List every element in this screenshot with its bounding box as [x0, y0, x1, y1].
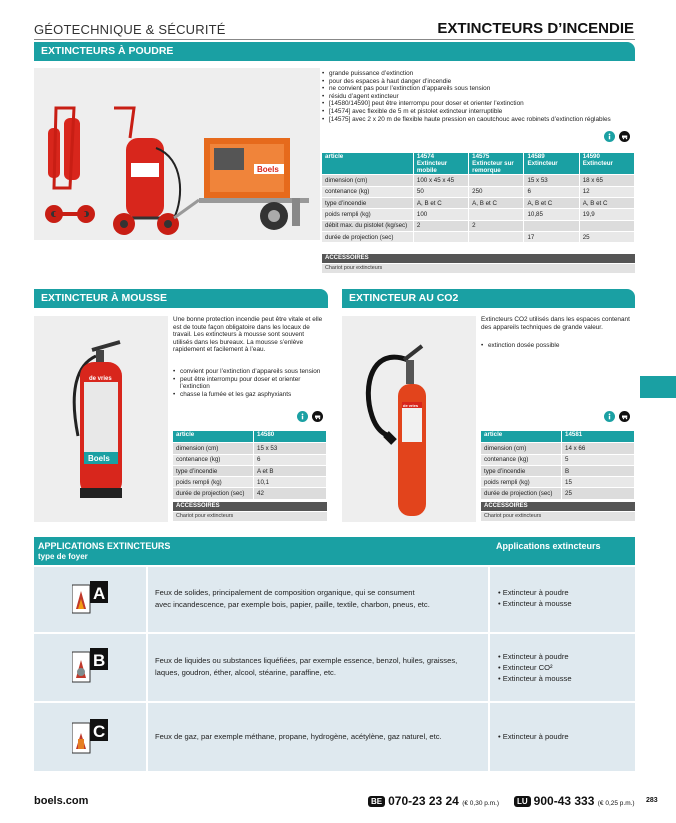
powder-feature: • pour des espaces à haut danger d’incendie [322, 78, 635, 86]
foam-features-list [173, 368, 325, 398]
table-row: type d’incendie A, B et C A, B et C A, B et C A, B et C [322, 197, 635, 208]
section-title-powder: EXTINCTEURS À POUDRE [34, 42, 635, 61]
fire-class-b-cell [34, 634, 146, 701]
co2-accessory-item: Chariot pour extincteurs [481, 512, 635, 521]
info-icon [604, 411, 615, 422]
country-code-be: BE [368, 796, 385, 807]
info-icon [604, 131, 615, 142]
phone-lu[interactable]: LU 900-43 333 (€ 0,25 p.m.) [514, 794, 635, 808]
applications-right-title: Applications extincteurs [496, 541, 601, 551]
powder-feature: • [14574] avec flexible de 5 m et pistolet extincteur interruptible [322, 108, 635, 116]
transport-icon [619, 411, 630, 422]
fire-class-b-description: Feux de liquides ou substances liquéfiées, par exemple essence, benzol, huiles, graisses, laques, goudron, éther, alcool, stéarine, paraffine, etc. [148, 634, 488, 701]
foam-accessories-header: ACCESSOIRES [173, 502, 327, 511]
table-row: dimension (cm) 14 x 66 [481, 443, 635, 454]
foam-spec-table [173, 431, 327, 500]
country-code-lu: LU [514, 796, 531, 807]
powder-accessory-item: Chariot pour extincteurs [322, 264, 635, 273]
section-title-co2: EXTINCTEUR AU CO2 [342, 289, 635, 308]
page-title: EXTINCTEURS D’INCENDIE [437, 20, 634, 37]
foam-label-brand: Boels [88, 454, 110, 463]
table-row: durée de projection (sec) 25 [481, 488, 635, 499]
powder-feature: • résidu d’agent extincteur [322, 93, 635, 101]
co2-accessories-header: ACCESSOIRES [481, 502, 635, 511]
foam-feature: • convient pour l’extinction d’appareils sous tension [173, 368, 325, 376]
table-header-cell: 14574 Extincteur mobile [413, 153, 468, 175]
table-row: type d’incendie A et B [173, 465, 327, 476]
powder-icons [604, 131, 630, 142]
table-row: poids rempli (kg) 10,1 [173, 477, 327, 488]
foam-icons [297, 411, 323, 422]
side-tab-marker [640, 376, 676, 398]
foam-product-image [34, 316, 168, 522]
fire-class-letter: B [93, 651, 106, 670]
table-row: contenance (kg) 50 250 6 12 [322, 186, 635, 197]
powder-accessories-header: ACCESSOIRES [322, 254, 635, 263]
transport-icon [619, 131, 630, 142]
table-header-cell: 14580 [254, 431, 327, 443]
co2-label-top: de vries [403, 403, 419, 408]
foam-accessory-item: Chariot pour extincteurs [173, 512, 327, 521]
table-row: durée de projection (sec) 42 [173, 488, 327, 499]
co2-spec-table [481, 431, 635, 500]
fire-class-a-cell [34, 567, 146, 632]
powder-product-image [34, 68, 320, 240]
website-link[interactable]: boels.com [34, 795, 89, 807]
info-icon [297, 411, 308, 422]
co2-extinguisher-illustration [342, 316, 476, 522]
fire-class-letter: A [93, 584, 106, 603]
table-header-cell: 14581 [562, 431, 635, 443]
fire-class-a-description: Feux de solides, principalement de composition organique, qui se consument avec incandescence, par exemple bois, papier, paille, textile, charbon, pneus, etc. [148, 567, 488, 632]
foam-feature: • chasse la fumée et les gaz asphyxiants [173, 391, 325, 399]
category-label: GÉOTECHNIQUE & SÉCURITÉ [34, 22, 226, 37]
phone-be[interactable]: BE 070-23 23 24 (€ 0,30 p.m.) [368, 794, 499, 808]
fire-class-c-extinguishers: • Extincteur à poudre [490, 703, 635, 771]
powder-extinguishers-illustration [34, 68, 320, 240]
powder-spec-table [322, 153, 635, 243]
powder-feature: • grande puissance d’extinction [322, 70, 635, 78]
table-row: poids rempli (kg) 15 [481, 477, 635, 488]
fire-class-a-icon [72, 581, 108, 615]
co2-features-list [481, 342, 635, 350]
co2-product-image [342, 316, 476, 522]
powder-feature: • ne convient pas pour l’extinction d’appareils sous tension [322, 85, 635, 93]
table-header-cell: 14575 Extincteur sur remorque [469, 153, 524, 175]
fire-class-b-extinguishers: • Extincteur à poudre • Extincteur CO² • Extincteur à mousse [490, 634, 635, 701]
powder-feature: • [14575] avec 2 x 20 m de flexible haute pression en caoutchouc avec robinets d’extinction réglables [322, 116, 635, 124]
table-row: débit max. du pistolet (kg/sec) 2 2 [322, 220, 635, 231]
co2-description: Extincteurs CO2 utilisés dans les espaces contenant des appareils techniques de grande valeur. [481, 316, 630, 331]
fire-class-b-icon [72, 648, 108, 684]
table-header-cell: 14589 Extincteur [524, 153, 579, 175]
foam-description: Une bonne protection incendie peut être vitale et elle est de toute façon obligatoire dans les locaux de travail. Les extincteurs à mousse sont souvent utilisés dans les bureaux. La mousse s’enlève rapidement et facilement à l’eau. [173, 316, 323, 353]
table-header-cell: article [322, 153, 413, 175]
co2-feature: • extinction dosée possible [481, 342, 635, 350]
powder-feature: • [14580/14590] peut être interrompu pour doser et orienter l’extinction [322, 100, 635, 108]
table-row: poids rempli (kg) 100 10,85 19,9 [322, 209, 635, 220]
table-row: dimension (cm) 100 x 45 x 45 15 x 53 18 x 65 [322, 175, 635, 186]
header-divider [34, 39, 635, 40]
transport-icon [312, 411, 323, 422]
table-row: type d’incendie B [481, 465, 635, 476]
applications-header [34, 537, 635, 565]
fire-class-letter: C [93, 722, 106, 741]
foam-label-top: de vries [89, 376, 112, 382]
fire-class-a-extinguishers: • Extincteur à poudre • Extincteur à mousse [490, 567, 635, 632]
table-header-cell: article [481, 431, 562, 443]
fire-class-c-description: Feux de gaz, par exemple méthane, propane, hydrogène, acétylène, gaz naturel, etc. [148, 703, 488, 771]
powder-features-list [322, 70, 635, 123]
foam-feature: • peut être interrompu pour doser et orienter l’extinction [173, 376, 325, 391]
applications-title: APPLICATIONS EXTINCTEURS [38, 541, 171, 551]
table-header-cell: article [173, 431, 254, 443]
foam-extinguisher-illustration [34, 316, 168, 522]
applications-subtitle: type de foyer [38, 552, 88, 561]
table-row: contenance (kg) 6 [173, 454, 327, 465]
section-title-foam: EXTINCTEUR À MOUSSE [34, 289, 328, 308]
table-row: dimension (cm) 15 x 53 [173, 443, 327, 454]
co2-icons [604, 411, 630, 422]
table-row: durée de projection (sec) 17 25 [322, 231, 635, 242]
trailer-brand-label: Boels [257, 165, 279, 174]
page-number: 283 [646, 797, 658, 804]
fire-class-c-icon [72, 719, 108, 755]
table-row: contenance (kg) 5 [481, 454, 635, 465]
table-header-cell: 14590 Extincteur [579, 153, 634, 175]
fire-class-c-cell [34, 703, 146, 771]
